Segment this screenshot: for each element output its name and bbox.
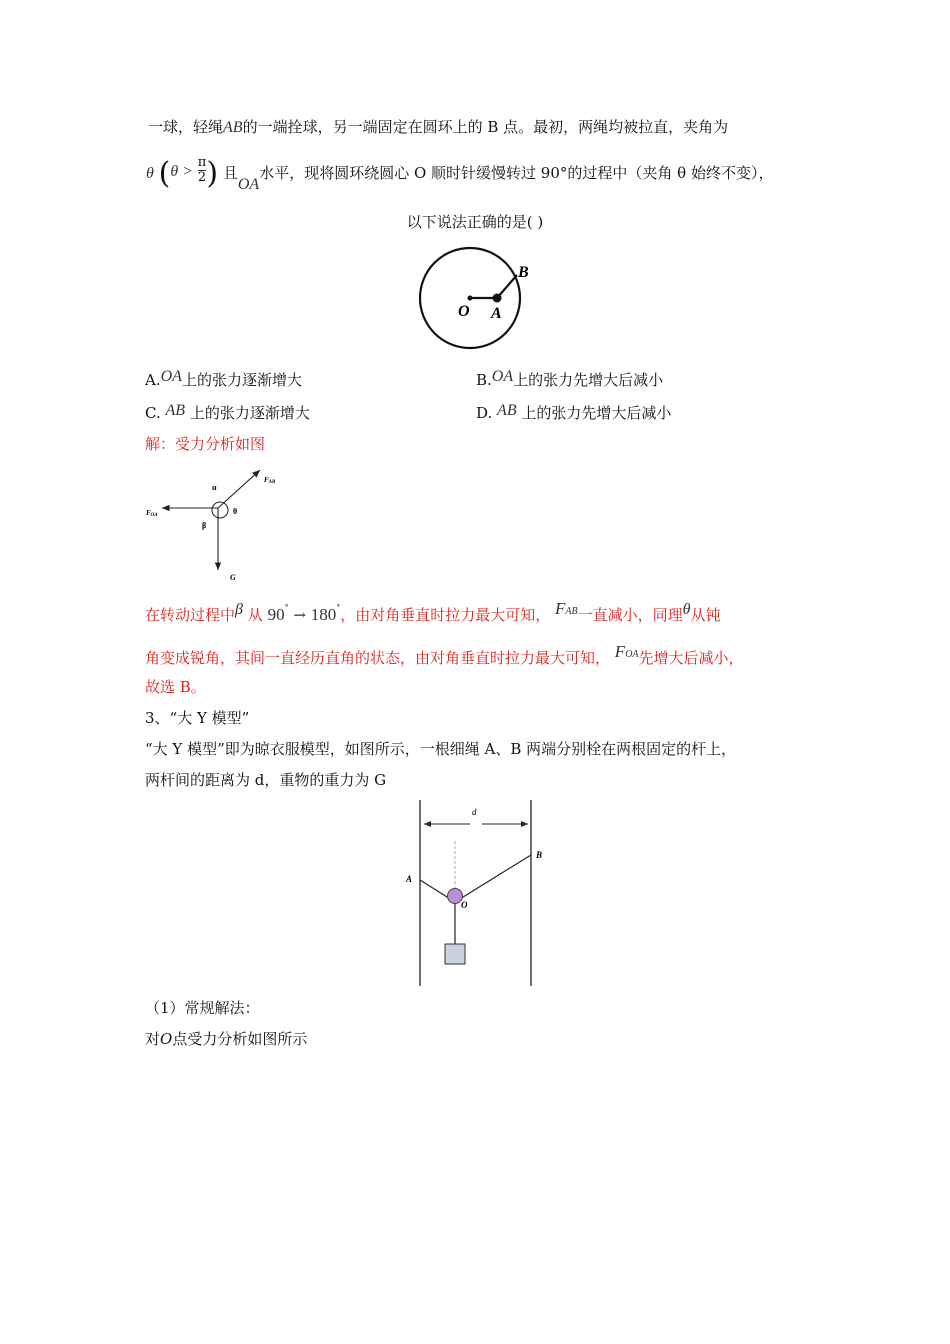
y-model-figure [400, 796, 556, 990]
method-paragraph [145, 1028, 307, 1050]
solution-text: 从钝 [690, 606, 721, 624]
deg-90: 90 [267, 605, 285, 624]
rope-b [455, 855, 531, 902]
solution-text: 角变成锐角，其间一直经历直角的状态，由对角垂直时拉力最大可知， [145, 649, 611, 667]
option-b [476, 369, 663, 392]
option-c-prefix: C. [145, 404, 161, 422]
label-d: d [472, 807, 477, 817]
paren-right: ) [206, 156, 219, 191]
label-f-oa: FOA [146, 509, 158, 518]
var-ab: AB [223, 119, 243, 136]
label-b: B [536, 850, 543, 860]
ring-figure [414, 244, 544, 356]
label-f-ab: FAB [264, 476, 276, 485]
option-b-prefix: B. [476, 371, 492, 389]
option-c-var: AB [165, 402, 186, 419]
force-ab-arrow [218, 470, 260, 508]
option-a-prefix: A. [145, 371, 161, 389]
option-d-var: AB [497, 402, 517, 419]
ball-a [493, 294, 502, 303]
problem-text: 水平，现将圆环绕圆心 O 顺时针缓慢转过 90°的过程中（夹角 θ 始终不变）， [259, 164, 774, 182]
option-c [145, 402, 310, 425]
f-oa-symbol: FOA [614, 642, 639, 661]
deg-180: 180 [310, 605, 337, 624]
solution-heading: 解：受力分析如图 [145, 435, 266, 453]
label-theta: θ [233, 507, 238, 516]
option-d [476, 402, 671, 425]
label-o: O [461, 900, 468, 910]
solution-text: 在转动过程中 [145, 606, 236, 624]
option-d-text: 上的张力先增大后减小 [521, 404, 672, 422]
option-b-var: OA [491, 368, 514, 385]
force-diagram [142, 462, 292, 588]
option-c-text: 上的张力逐渐增大 [189, 404, 310, 422]
arrow-symbol: → [293, 606, 306, 624]
section-heading: 3、“大 Y 模型” [145, 709, 250, 727]
section-paragraph: “大 Y 模型”即为晾衣服模型，如图所示，一根细绳 A、B 两端分别栓在两根固定的杆上， [145, 740, 737, 758]
solution-text: ，由对角垂直时拉力最大可知， [340, 606, 551, 624]
method-text: 点受力分析如图所示 [172, 1030, 308, 1048]
pi-numerator: π [197, 154, 207, 170]
problem-line-1 [148, 116, 728, 139]
two-denominator: 2 [197, 169, 207, 185]
weight-block [445, 944, 465, 964]
label-a: A [406, 874, 413, 884]
rope-ab [497, 275, 517, 298]
theta-symbol: θ [146, 165, 154, 182]
section-paragraph: 两杆间的距离为 d，重物的重力为 G [145, 771, 387, 789]
solution-conclusion: 故选 B。 [145, 678, 206, 696]
method-heading: （1）常规解法： [145, 999, 260, 1017]
question-prompt: 以下说法正确的是( ) [406, 213, 544, 231]
solution-line-2 [145, 642, 744, 677]
problem-text: 且 [222, 164, 238, 182]
beta-symbol: β [235, 601, 243, 618]
label-b: B [518, 264, 529, 281]
label-o: O [458, 303, 470, 320]
paren-left: ( [158, 156, 171, 191]
label-beta: β [202, 521, 207, 530]
problem-text: 一球，轻绳 [148, 118, 224, 136]
solution-text: 先增大后减小， [638, 649, 744, 667]
option-b-text: 上的张力先增大后减小 [513, 371, 664, 389]
label-alpha: α [212, 483, 217, 492]
solution-text: 从 [247, 606, 263, 624]
option-a-var: OA [160, 368, 182, 385]
f-ab-symbol: FAB [555, 599, 578, 618]
problem-text: 的一端拴球，另一端固定在圆环上的 B 点。最初，两绳均被拉直，夹角为 [242, 118, 729, 136]
option-a [145, 369, 302, 392]
label-a: A [491, 305, 502, 322]
option-a-text: 上的张力逐渐增大 [181, 371, 302, 389]
label-g: G [230, 573, 236, 582]
method-text: 对 [145, 1030, 161, 1048]
theta-condition: θ > [170, 163, 194, 180]
angle-marks [212, 502, 228, 518]
var-o: O [160, 1030, 173, 1048]
center-point [468, 296, 473, 301]
option-d-prefix: D. [476, 404, 493, 422]
var-oa: OA [237, 176, 260, 193]
solution-line-1: 在转动过程中β 从 90° → 180°，由对角垂直时拉力最大可知， FAB一直减小，同理θ从钝 [145, 599, 721, 624]
problem-line-2 [146, 154, 774, 198]
solution-text: 一直减小，同理 [577, 606, 683, 624]
theta-symbol: θ [682, 601, 691, 618]
